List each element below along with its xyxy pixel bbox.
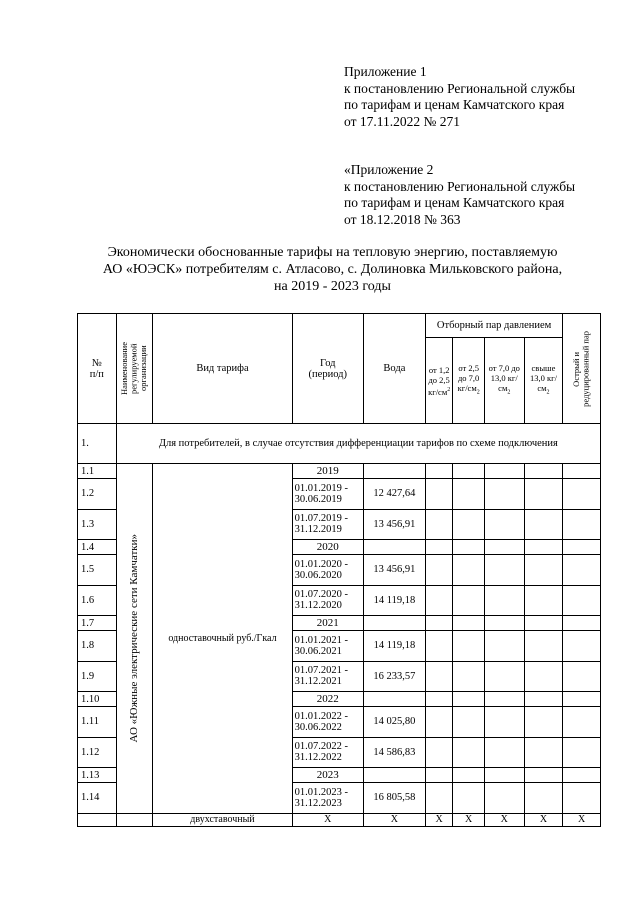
two-part-water: Х xyxy=(363,813,425,826)
row-year: 2023 xyxy=(292,768,363,783)
row-steam-3-value xyxy=(484,768,524,783)
row-water-value xyxy=(363,540,425,555)
row-num: 1.5 xyxy=(78,555,117,586)
two-part-period: Х xyxy=(292,813,363,826)
row-steam-1-value xyxy=(425,783,452,814)
row-steam-1-value xyxy=(425,631,452,662)
row-steam-4-value xyxy=(524,509,563,540)
row-steam-4-value xyxy=(524,707,563,738)
row-water-value: 16 233,57 xyxy=(363,661,425,692)
header-steam-4: свыше 13,0 $кг/см_2$ xyxy=(524,338,563,424)
row-steam-2-value xyxy=(453,631,485,662)
row-period: 01.01.2023 - 31.12.2023 xyxy=(292,783,363,814)
row-steam-2-value xyxy=(453,555,485,586)
row-steam-4-value xyxy=(524,585,563,616)
row-period: 01.01.2019 - 30.06.2019 xyxy=(292,479,363,510)
tariff-type-two-part: двухставочный xyxy=(153,813,292,826)
row-period: 01.07.2021 - 31.12.2021 xyxy=(292,661,363,692)
row-sharp-steam-value xyxy=(563,631,601,662)
row-num: 1.11 xyxy=(78,707,117,738)
two-part-steam-1: Х xyxy=(425,813,452,826)
row-sharp-steam-value xyxy=(563,464,601,479)
appendix-1-header: Приложение 1 к постановлению Региональной службы по тарифам и ценам Камчатского края от 17.11.2022 № 271 xyxy=(344,64,576,129)
table-row xyxy=(78,464,601,479)
header-steam-2: от 2,5 до 7,0 $кг/см_2$ xyxy=(453,338,485,424)
header-steam-group: Отборный пар давлением xyxy=(425,314,562,338)
header-water: Вода xyxy=(363,314,425,424)
header-steam-3: от 7,0 до 13,0 $кг/см_2$ xyxy=(484,338,524,424)
row-sharp-steam-value xyxy=(563,783,601,814)
row-steam-3-value xyxy=(484,737,524,768)
row-sharp-steam-value xyxy=(563,509,601,540)
row-steam-3-value xyxy=(484,707,524,738)
row-num: 1.10 xyxy=(78,692,117,707)
tariff-type-one-part: одноставочный руб./Гкал xyxy=(153,464,292,814)
row-steam-2-value xyxy=(453,509,485,540)
header-sharp-steam: Острый и редуцированный пар xyxy=(563,314,601,424)
row-steam-1-value xyxy=(425,555,452,586)
row-steam-1-value xyxy=(425,464,452,479)
row-steam-4-value xyxy=(524,631,563,662)
row-num: 1.4 xyxy=(78,540,117,555)
row-num: 1.14 xyxy=(78,783,117,814)
row-steam-2-value xyxy=(453,479,485,510)
row-water-value: 14 119,18 xyxy=(363,585,425,616)
header-org-name: Наименование регулируемой организации xyxy=(116,314,153,424)
header-tariff-type: Вид тарифа xyxy=(153,314,292,424)
row-steam-4-value xyxy=(524,540,563,555)
row-steam-3-value xyxy=(484,464,524,479)
row-steam-1-value xyxy=(425,540,452,555)
row-year: 2019 xyxy=(292,464,363,479)
row-num: 1.13 xyxy=(78,768,117,783)
row-steam-4-value xyxy=(524,661,563,692)
row-year: 2020 xyxy=(292,540,363,555)
row-sharp-steam-value xyxy=(563,555,601,586)
row-num: 1.6 xyxy=(78,585,117,616)
row-steam-3-value xyxy=(484,783,524,814)
row-steam-1-value xyxy=(425,616,452,631)
row-steam-1-value xyxy=(425,585,452,616)
two-part-num xyxy=(78,813,117,826)
row-steam-1-value xyxy=(425,707,452,738)
row-steam-4-value xyxy=(524,737,563,768)
row-water-value: 14 025,80 xyxy=(363,707,425,738)
row-steam-4-value xyxy=(524,783,563,814)
row-sharp-steam-value xyxy=(563,616,601,631)
row-steam-2-value xyxy=(453,464,485,479)
row-water-value xyxy=(363,464,425,479)
row-year: 2022 xyxy=(292,692,363,707)
row-num: 1.1 xyxy=(78,464,117,479)
row-water-value xyxy=(363,768,425,783)
two-part-org xyxy=(116,813,153,826)
row-water-value: 13 456,91 xyxy=(363,509,425,540)
row-period: 01.07.2022 - 31.12.2022 xyxy=(292,737,363,768)
row-steam-3-value xyxy=(484,479,524,510)
row-steam-2-value xyxy=(453,616,485,631)
row-year: 2021 xyxy=(292,616,363,631)
row-steam-4-value xyxy=(524,479,563,510)
row-steam-3-value xyxy=(484,616,524,631)
row-steam-3-value xyxy=(484,555,524,586)
row-num: 1.12 xyxy=(78,737,117,768)
row-steam-3-value xyxy=(484,692,524,707)
row-period: 01.01.2021 - 30.06.2021 xyxy=(292,631,363,662)
document-title: Экономически обоснованные тарифы на тепловую энергию, поставляемую АО «ЮЭСК» потребителям с. Атласово, с. Долиновка Мильковского района, на 2019 - 2023 годы xyxy=(102,245,563,294)
row-num: 1.8 xyxy=(78,631,117,662)
row-steam-2-value xyxy=(453,737,485,768)
row-steam-4-value xyxy=(524,692,563,707)
row-sharp-steam-value xyxy=(563,768,601,783)
header-period: Год (период) xyxy=(292,314,363,424)
organization-name: АО «Южные электрические сети Камчатки» xyxy=(116,464,153,814)
row-steam-2-value xyxy=(453,692,485,707)
two-part-steam-3: Х xyxy=(484,813,524,826)
row-steam-3-value xyxy=(484,540,524,555)
row-period: 01.07.2019 - 31.12.2019 xyxy=(292,509,363,540)
row-steam-3-value xyxy=(484,631,524,662)
row-steam-1-value xyxy=(425,737,452,768)
tariff-table xyxy=(77,313,601,827)
row-steam-2-value xyxy=(453,661,485,692)
row-steam-3-value xyxy=(484,661,524,692)
row-steam-3-value xyxy=(484,509,524,540)
table-row-two-part xyxy=(78,813,601,826)
row-water-value: 13 456,91 xyxy=(363,555,425,586)
row-sharp-steam-value xyxy=(563,661,601,692)
row-water-value xyxy=(363,692,425,707)
row-sharp-steam-value xyxy=(563,585,601,616)
row-steam-2-value xyxy=(453,585,485,616)
row-sharp-steam-value xyxy=(563,707,601,738)
row-period: 01.07.2020 - 31.12.2020 xyxy=(292,585,363,616)
row-steam-1-value xyxy=(425,479,452,510)
section-title: Для потребителей, в случае отсутствия дифференциации тарифов по схеме подключения xyxy=(116,424,600,464)
row-sharp-steam-value xyxy=(563,479,601,510)
two-part-steam-2: Х xyxy=(453,813,485,826)
row-water-value: 12 427,64 xyxy=(363,479,425,510)
row-num: 1.3 xyxy=(78,509,117,540)
row-num: 1.2 xyxy=(78,479,117,510)
section-num: 1. xyxy=(78,424,117,464)
row-steam-4-value xyxy=(524,555,563,586)
row-steam-1-value xyxy=(425,509,452,540)
appendix-2-header: «Приложение 2 к постановлению Региональной службы по тарифам и ценам Камчатского края от 18.12.2018 № 363 xyxy=(344,162,576,227)
row-steam-4-value xyxy=(524,616,563,631)
row-steam-4-value xyxy=(524,464,563,479)
row-steam-4-value xyxy=(524,768,563,783)
row-steam-1-value xyxy=(425,661,452,692)
row-steam-2-value xyxy=(453,783,485,814)
two-part-sharp-steam: Х xyxy=(563,813,601,826)
row-steam-3-value xyxy=(484,585,524,616)
row-water-value: 16 805,58 xyxy=(363,783,425,814)
row-steam-2-value xyxy=(453,707,485,738)
row-num: 1.9 xyxy=(78,661,117,692)
row-num: 1.7 xyxy=(78,616,117,631)
row-sharp-steam-value xyxy=(563,540,601,555)
two-part-steam-4: Х xyxy=(524,813,563,826)
row-water-value xyxy=(363,616,425,631)
row-steam-2-value xyxy=(453,768,485,783)
header-steam-1: от 1,2 до 2,5 $кг/см^2$ xyxy=(425,338,452,424)
row-water-value: 14 586,83 xyxy=(363,737,425,768)
row-steam-2-value xyxy=(453,540,485,555)
row-steam-1-value xyxy=(425,768,452,783)
header-num: № п/п xyxy=(78,314,117,424)
row-steam-1-value xyxy=(425,692,452,707)
row-sharp-steam-value xyxy=(563,692,601,707)
row-water-value: 14 119,18 xyxy=(363,631,425,662)
row-sharp-steam-value xyxy=(563,737,601,768)
row-period: 01.01.2020 - 30.06.2020 xyxy=(292,555,363,586)
row-period: 01.01.2022 - 30.06.2022 xyxy=(292,707,363,738)
